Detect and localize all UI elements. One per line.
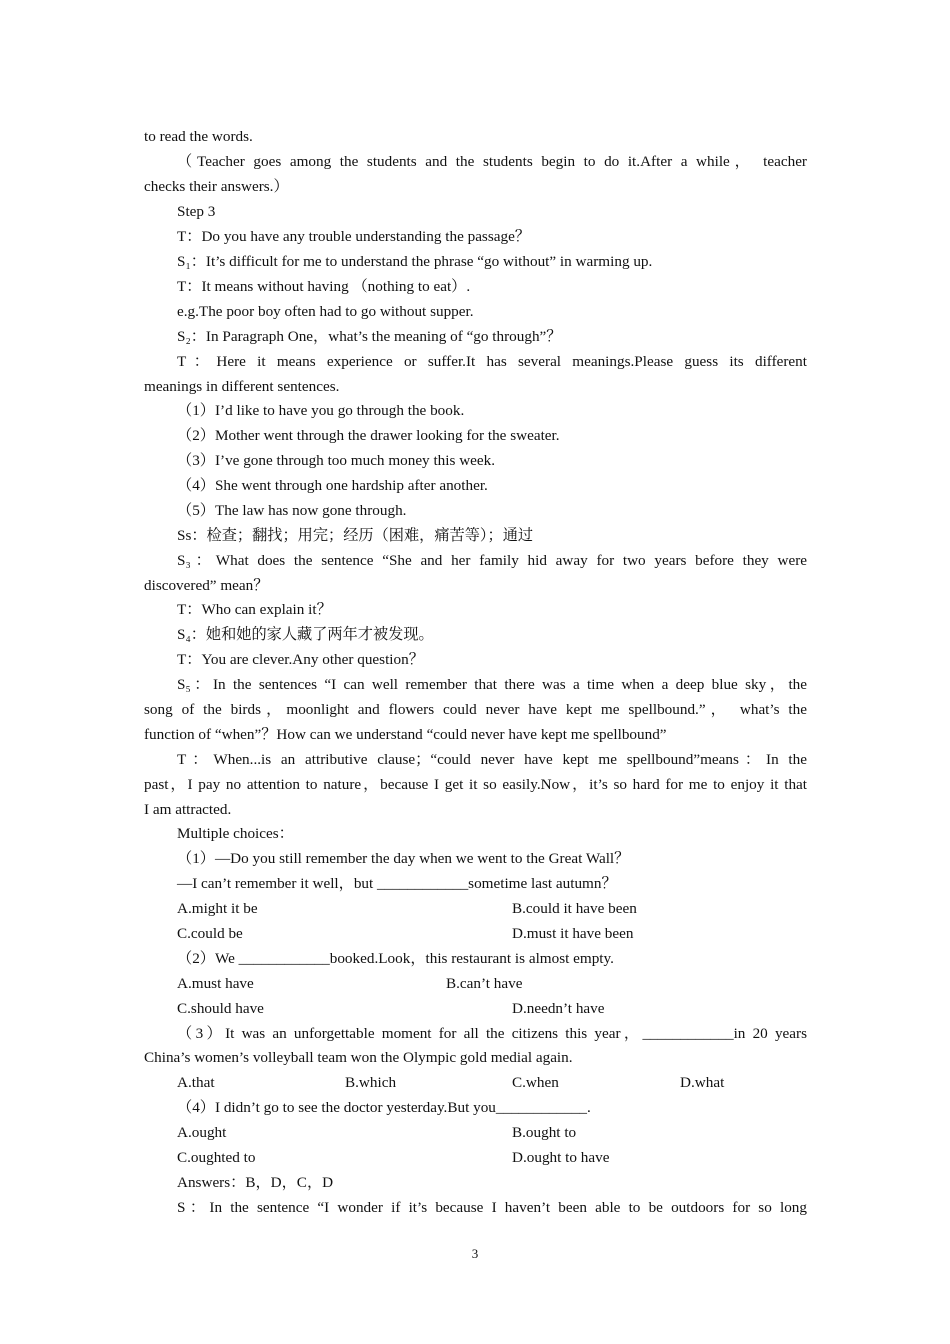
option-q4-d: D.ought to have <box>512 1149 610 1166</box>
question-line: （3）It was an unforgettable moment for all the citizens this year，____________in 20 years <box>177 1025 807 1042</box>
option-q2-b: B.can’t have <box>446 975 523 992</box>
text-line: meanings in different sentences. <box>144 378 340 395</box>
answers-line: Answers：B，D，C，D <box>177 1174 334 1191</box>
text-line: I am attracted. <box>144 801 232 818</box>
dialogue-line: T：Here it means experience or suffer.It has several meanings.Please guess its different <box>177 353 807 370</box>
dialogue-line: T：Who can explain it？ <box>177 601 332 618</box>
text-line: function of “when”？How can we understand “could never have kept me spellbound” <box>144 726 667 743</box>
dialogue-line: S₁：It’s difficult for me to understand the phrase “go without” in warming up. <box>177 253 653 270</box>
list-item: （2）Mother went through the drawer looking for the sweater. <box>177 427 560 444</box>
dialogue-line: T：Do you have any trouble understanding the passage？ <box>177 228 531 245</box>
option-q4-a: A.ought <box>177 1124 227 1141</box>
dialogue-line: S₂：In Paragraph One，what’s the meaning of “go through”？ <box>177 328 562 345</box>
text-line: past，I pay no attention to nature，because I get it so easily.Now，it’s so hard for me to enjoy it that <box>144 776 807 793</box>
dialogue-line: T：You are clever.Any other question？ <box>177 651 424 668</box>
option-q4-b: B.ought to <box>512 1124 577 1141</box>
question-line: （1）—Do you still remember the day when we went to the Great Wall？ <box>177 850 630 867</box>
dialogue-line: T：It means without having （nothing to eat）. <box>177 278 471 295</box>
text-line: discovered” mean？ <box>144 577 269 594</box>
option-q1-b: B.could it have been <box>512 900 637 917</box>
list-item: （4）She went through one hardship after another. <box>177 477 488 494</box>
option-q1-a: A.might it be <box>177 900 258 917</box>
question-line: （4）I didn’t go to see the doctor yesterday.But you____________. <box>177 1099 591 1116</box>
option-q3-c: C.when <box>512 1074 559 1091</box>
list-item: （1）I’d like to have you go through the book. <box>177 402 465 419</box>
option-q3-a: A.that <box>177 1074 215 1091</box>
dialogue-line: S：In the sentence “I wonder if it’s because I haven’t been able to be outdoors for so long <box>177 1199 807 1216</box>
dialogue-line: S₃：What does the sentence “She and her family hid away for two years before they were <box>177 552 807 569</box>
dialogue-line: S₅：In the sentences “I can well remember that there was a time when a deep blue sky，the <box>177 676 807 693</box>
option-q3-b: B.which <box>345 1074 397 1091</box>
list-item: （5）The law has now gone through. <box>177 502 407 519</box>
option-q1-c: C.could be <box>177 925 243 942</box>
question-line: —I can’t remember it well，but ____________sometime last autumn？ <box>177 875 617 892</box>
question-line: （2）We ____________booked.Look，this restaurant is almost empty. <box>177 950 614 967</box>
text-line: checks their answers.） <box>144 178 289 195</box>
option-q2-c: C.should have <box>177 1000 264 1017</box>
option-q2-d: D.needn’t have <box>512 1000 605 1017</box>
step-heading: Step 3 <box>177 203 216 220</box>
text-line: China’s women’s volleyball team won the Olympic gold medial again. <box>144 1049 573 1066</box>
option-q4-c: C.oughted to <box>177 1149 256 1166</box>
option-q3-d: D.what <box>680 1074 725 1091</box>
section-heading: Multiple choices： <box>177 825 294 842</box>
text-line: song of the birds，moonlight and flowers could never have kept me spellbound.”， what’s the <box>144 701 807 718</box>
list-item: （3）I’ve gone through too much money this week. <box>177 452 496 469</box>
dialogue-line: S₄：她和她的家人藏了两年才被发现。 <box>177 626 434 643</box>
text-line: （Teacher goes among the students and the students begin to do it.After a while， teacher <box>177 153 807 170</box>
dialogue-line: Ss：检查；翻找；用完；经历（困难，痛苦等）；通过 <box>177 527 534 544</box>
option-q1-d: D.must it have been <box>512 925 634 942</box>
page-number: 3 <box>471 1246 479 1261</box>
text-line: to read the words. <box>144 128 253 145</box>
option-q2-a: A.must have <box>177 975 254 992</box>
example-line: e.g.The poor boy often had to go without supper. <box>177 303 474 320</box>
dialogue-line: T：When...is an attributive clause；“could never have kept me spellbound”means：In the <box>177 751 807 768</box>
